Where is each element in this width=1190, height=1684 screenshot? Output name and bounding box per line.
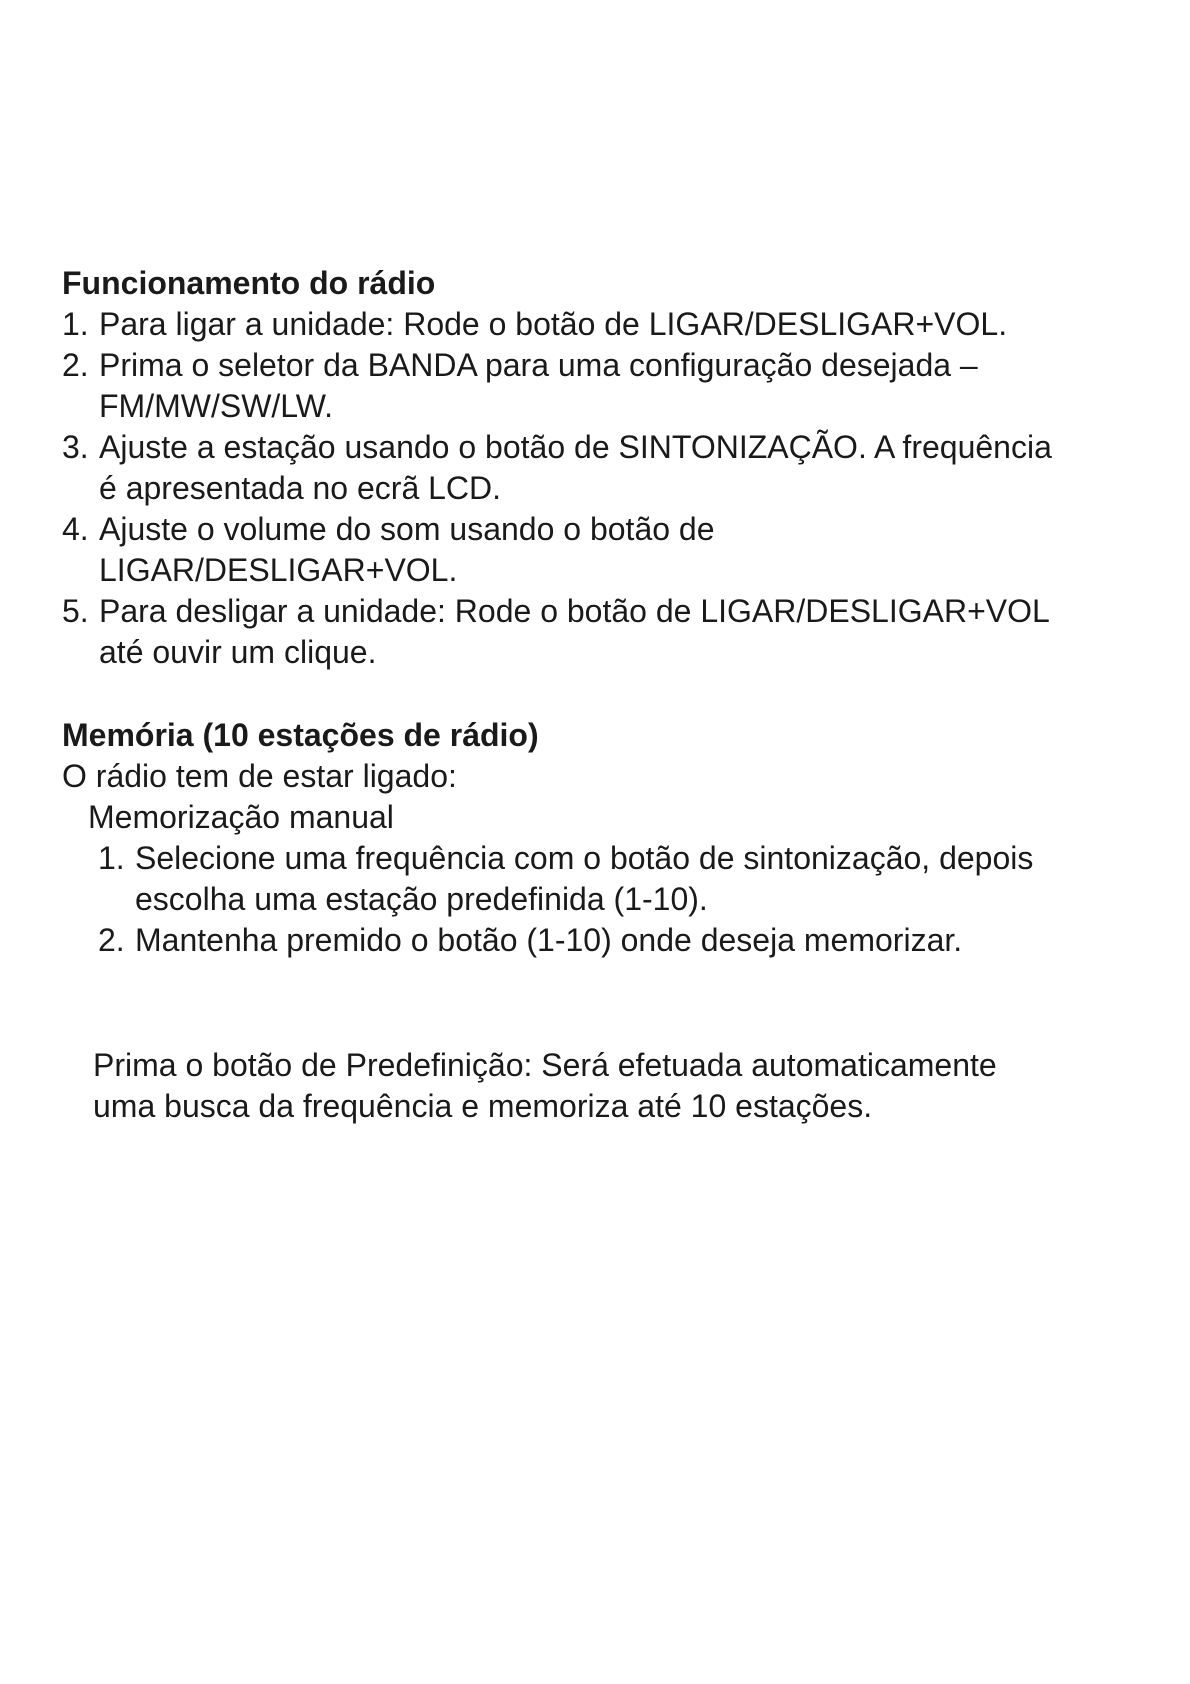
section-heading-radio-operation: Funcionamento do rádio	[62, 265, 436, 301]
list-item-2-text: Prima o seletor da BANDA para uma configuração desejada –	[99, 347, 978, 383]
memory-item-1-text-cont: escolha uma estação predefinida (1-10).	[135, 881, 708, 917]
auto-preset-text-cont: uma busca da frequência e memoriza até 10 estações.	[93, 1088, 873, 1124]
list-item-4-number: 4.	[62, 511, 89, 547]
list-item-3-text-cont: é apresentada no ecrã LCD.	[99, 470, 502, 506]
list-item-2-text-cont: FM/MW/SW/LW.	[99, 388, 334, 424]
list-item-3-text: Ajuste a estação usando o botão de SINTONIZAÇÃO. A frequência	[99, 429, 1052, 465]
list-item-5-number: 5.	[62, 593, 89, 629]
auto-preset-text: Prima o botão de Predefinição: Será efetuada automaticamente	[93, 1047, 997, 1083]
memory-item-1-number: 1.	[98, 840, 125, 876]
list-item-4-text: Ajuste o volume do som usando o botão de	[99, 511, 715, 547]
list-item-1-text: Para ligar a unidade: Rode o botão de LIGAR/DESLIGAR+VOL.	[99, 306, 1008, 342]
memory-item-2-number: 2.	[98, 922, 125, 958]
list-item-5-text-cont: até ouvir um clique.	[99, 634, 377, 670]
manual-memory-subheading: Memorização manual	[88, 799, 394, 835]
list-item-4-text-cont: LIGAR/DESLIGAR+VOL.	[99, 552, 458, 588]
list-item-5-text: Para desligar a unidade: Rode o botão de LIGAR/DESLIGAR+VOL	[99, 593, 1050, 629]
memory-intro-text: O rádio tem de estar ligado:	[62, 758, 457, 794]
section-heading-memory: Memória (10 estações de rádio)	[62, 717, 539, 753]
list-item-1-number: 1.	[62, 306, 89, 342]
memory-item-1-text: Selecione uma frequência com o botão de sintonização, depois	[135, 840, 1034, 876]
list-item-3-number: 3.	[62, 429, 89, 465]
memory-item-2-text: Mantenha premido o botão (1-10) onde deseja memorizar.	[135, 922, 963, 958]
list-item-2-number: 2.	[62, 347, 89, 383]
